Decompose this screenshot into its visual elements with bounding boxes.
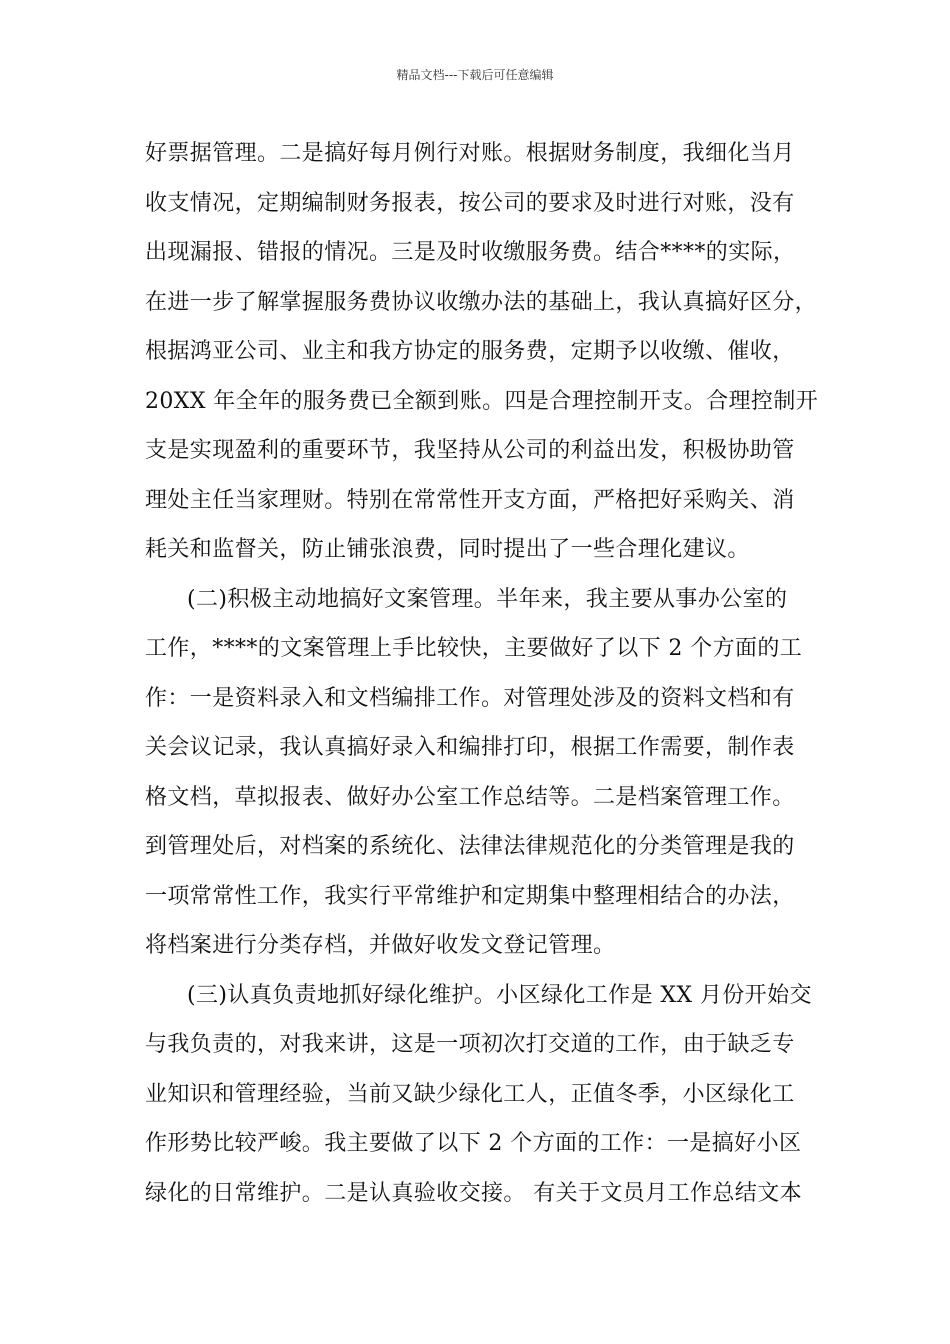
text-line: 好票据管理。二是搞好每月例行对账。根据财务制度，我细化当月	[145, 141, 795, 166]
text-line: 到管理处后，对档案的系统化、法律法律规范化的分类管理是我的	[145, 834, 795, 859]
text-line: 关会议记录，我认真搞好录入和编排打印，根据工作需要，制作表	[145, 735, 795, 760]
text-line: 20XX 年全年的服务费已全额到账。四是合理控制开支。合理控制开	[145, 388, 819, 414]
text-line: 与我负责的，对我来讲，这是一项初次打交道的工作，由于缺乏专	[145, 1032, 795, 1057]
text-line: (三)认真负责地抓好绿化维护。小区绿化工作是 XX 月份开始交	[187, 982, 812, 1008]
text-line: 在进一步了解掌握服务费协议收缴办法的基础上，我认真搞好区分，	[145, 289, 818, 315]
text-line: 作：一是资料录入和文档编排工作。对管理处涉及的资料文档和有	[145, 685, 795, 711]
text-line: 业知识和管理经验，当前又缺少绿化工人，正值冬季，小区绿化工	[145, 1081, 795, 1107]
text-line: 根据鸿亚公司、业主和我方协定的服务费，定期予以收缴、催收，	[145, 339, 795, 364]
text-line: 工作，****的文案管理上手比较快，主要做好了以下 2 个方面的工	[145, 636, 803, 661]
text-line: 将档案进行分类存档，并做好收发文登记管理。	[145, 933, 616, 958]
text-line: 出现漏报、错报的情况。三是及时收缴服务费。结合****的实际，	[145, 240, 796, 265]
text-line: 格文档，草拟报表、做好办公室工作总结等。二是档案管理工作。	[145, 784, 795, 810]
document-body	[145, 129, 820, 1218]
text-line: 绿化的日常维护。二是认真验收交接。 有关于文员月工作总结文本	[145, 1180, 802, 1206]
text-line: 收支情况，定期编制财务报表，按公司的要求及时进行对账，没有	[145, 190, 795, 216]
text-line: 作形势比较严峻。我主要做了以下 2 个方面的工作：一是搞好小区	[145, 1131, 802, 1156]
text-line: 支是实现盈利的重要环节，我坚持从公司的利益出发，积极协助管	[145, 438, 795, 463]
text-line: 一项常常性工作，我实行平常维护和定期集中整理相结合的办法，	[145, 883, 795, 909]
text-line: (二)积极主动地搞好文案管理。半年来，我主要从事办公室的	[187, 586, 788, 612]
page-header: 精品文档---下载后可任意编辑	[396, 68, 554, 82]
text-line: 理处主任当家理财。特别在常常性开支方面，严格把好采购关、消	[145, 487, 795, 513]
text-line: 耗关和监督关，防止铺张浪费，同时提出了一些合理化建议。	[145, 537, 750, 562]
